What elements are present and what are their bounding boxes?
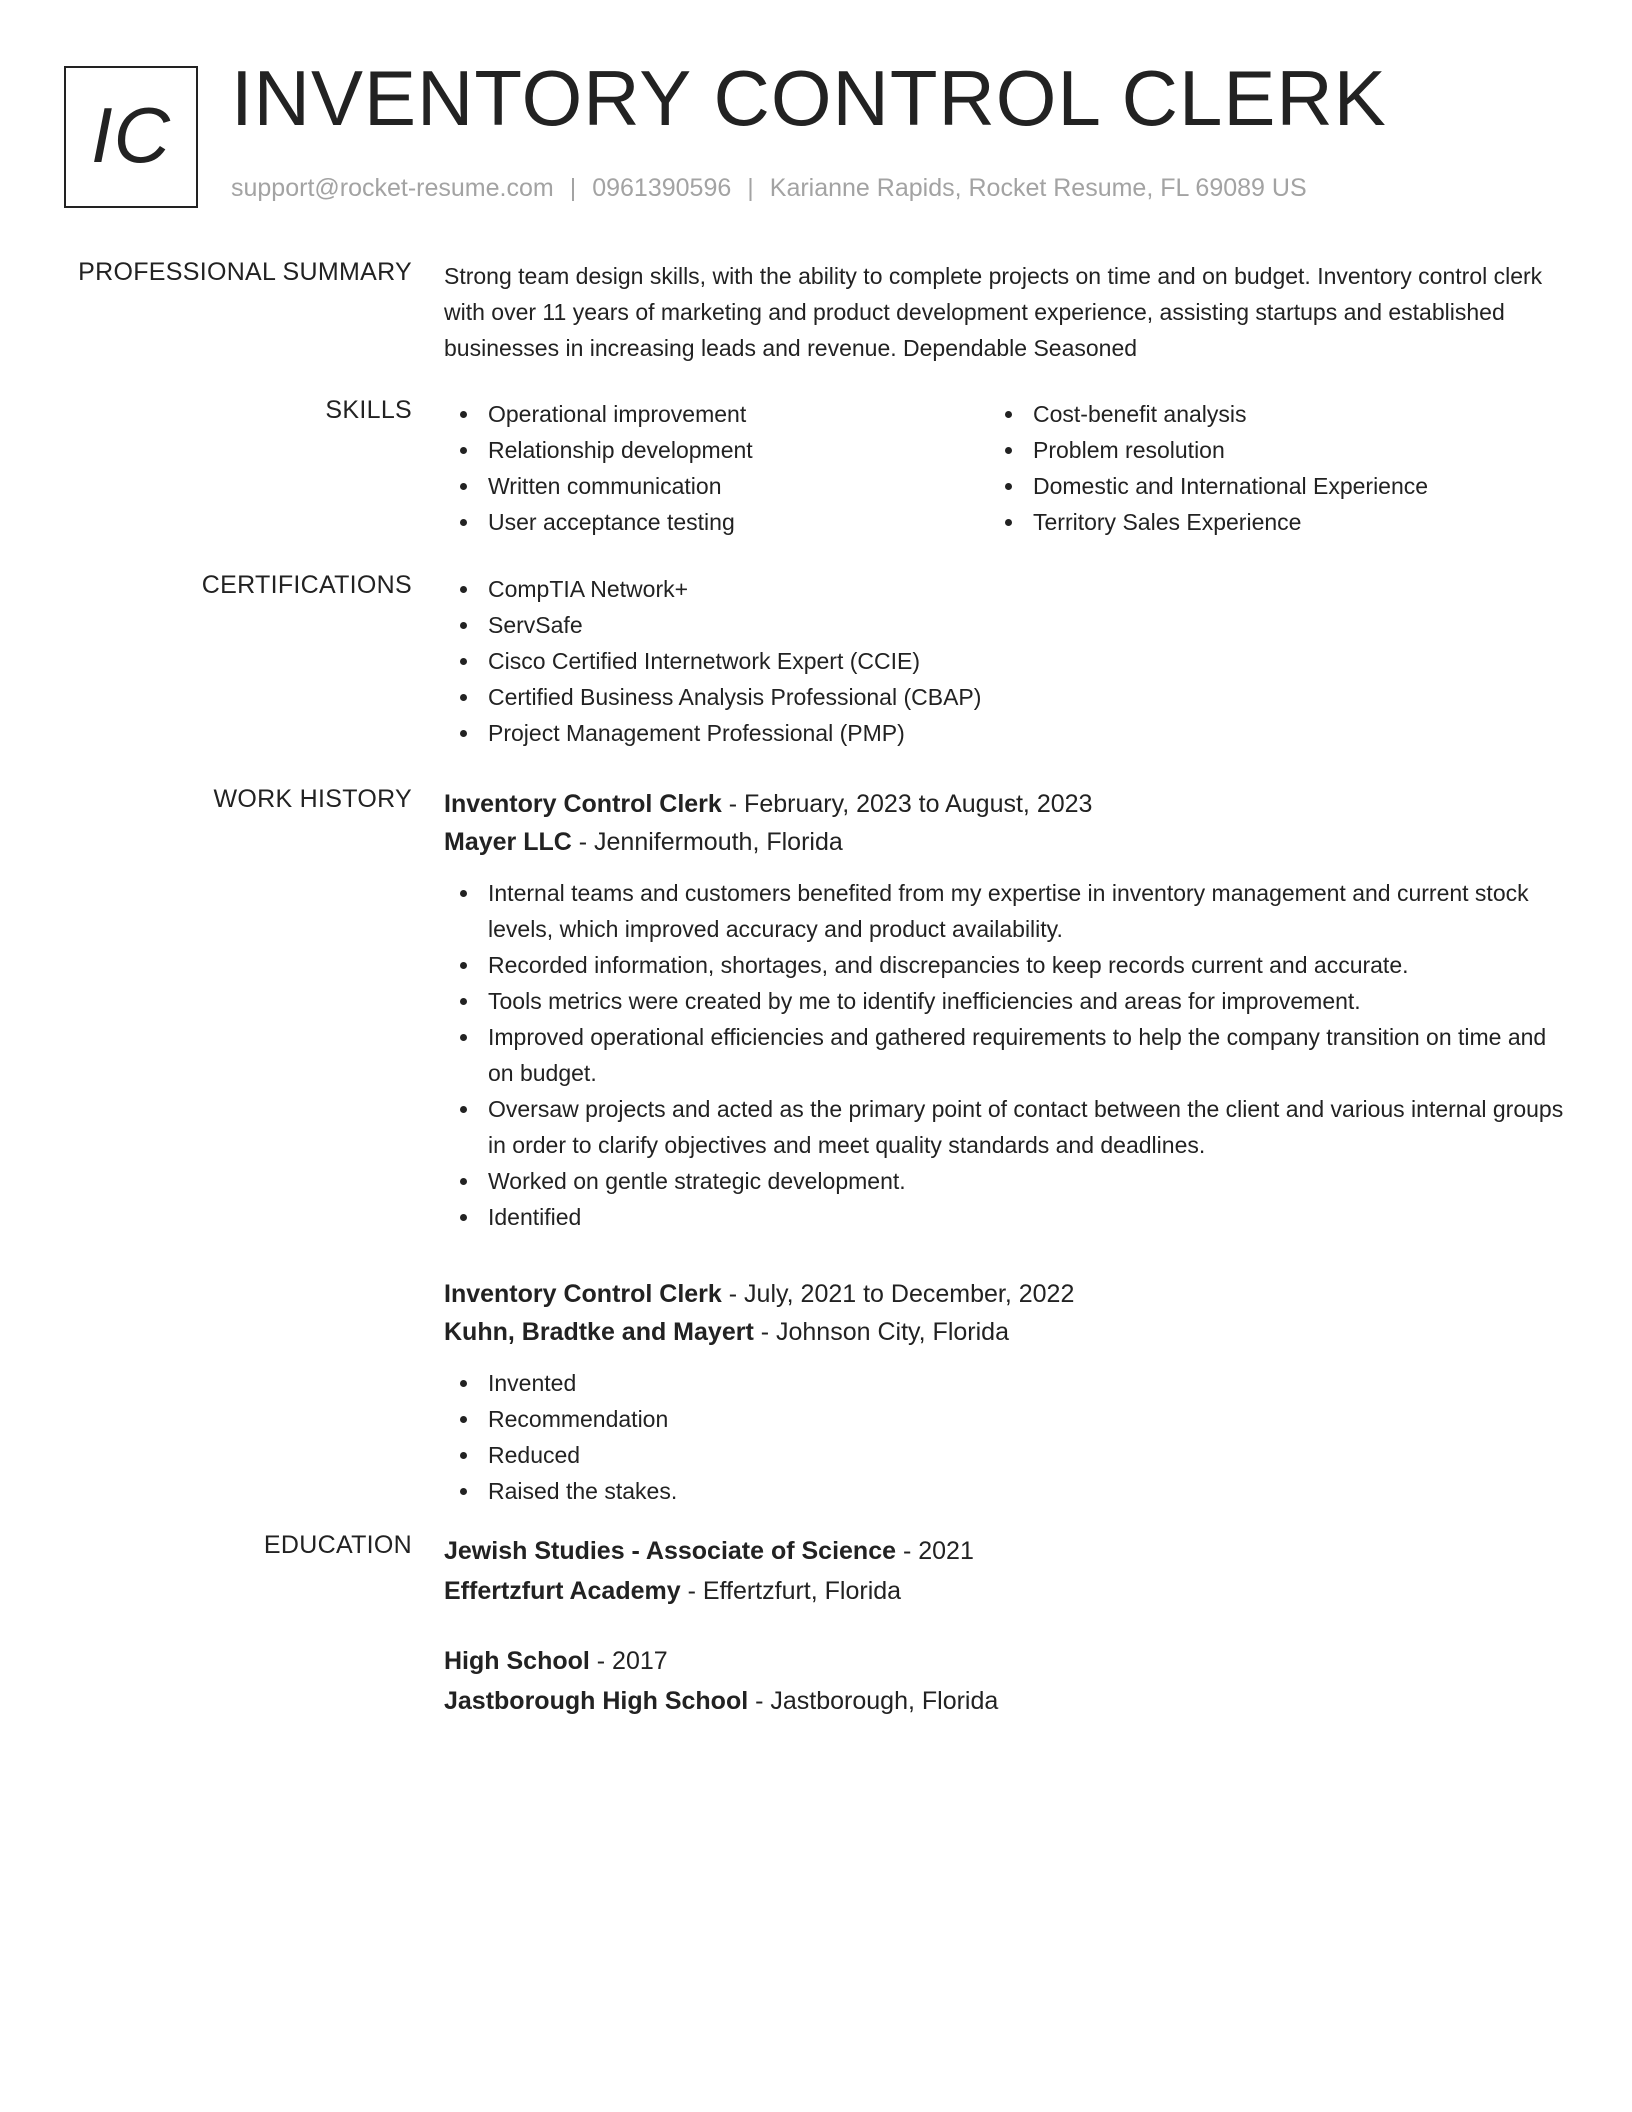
- work-history-body: [444, 785, 1564, 1509]
- education-degree: Jewish Studies - Associate of Science: [444, 1537, 897, 1565]
- education-school: Effertzfurt Academy: [444, 1577, 681, 1605]
- job-company: Mayer LLC: [444, 828, 572, 856]
- skill-item: Cost-benefit analysis: [989, 396, 1534, 432]
- job-company-line: [444, 823, 1564, 861]
- skills-columns: [444, 396, 1564, 540]
- job-title-line: [444, 785, 1564, 823]
- contact-line: [231, 174, 1307, 203]
- contact-phone: 0961390596: [592, 174, 732, 202]
- contact-separator: |: [569, 174, 577, 202]
- certifications-list: [444, 571, 1564, 751]
- job-company: Kuhn, Bradtke and Mayert: [444, 1318, 754, 1346]
- education-location: - Effertzfurt, Florida: [680, 1577, 902, 1605]
- section-label-certifications: CERTIFICATIONS: [201, 571, 412, 599]
- job-location: - Johnson City, Florida: [753, 1318, 1009, 1346]
- job-entry: [444, 1275, 1564, 1509]
- job-title: Inventory Control Clerk: [444, 1280, 722, 1308]
- education-school-line: [444, 1681, 1564, 1721]
- job-duty: Tools metrics were created by me to identify inefficiencies and areas for improvement.: [444, 983, 1564, 1019]
- contact-email: support@rocket-resume.com: [231, 174, 554, 202]
- education-school: Jastborough High School: [444, 1687, 749, 1715]
- section-label-work: WORK HISTORY: [213, 785, 412, 813]
- job-duty: Recommendation: [444, 1401, 1564, 1437]
- education-entry: [444, 1531, 1564, 1611]
- job-duties-list: [444, 1365, 1564, 1509]
- monogram-initials: IC: [91, 90, 171, 179]
- contact-address: Karianne Rapids, Rocket Resume, FL 69089 US: [769, 174, 1307, 202]
- job-duty: Invented: [444, 1365, 1564, 1401]
- education-location: - Jastborough, Florida: [748, 1687, 999, 1715]
- job-dates: - July, 2021 to December, 2022: [721, 1280, 1075, 1308]
- skills-list-left: [444, 396, 989, 540]
- job-duty: Identified: [444, 1199, 1564, 1235]
- contact-separator: |: [747, 174, 754, 202]
- job-title-line: [444, 1275, 1564, 1313]
- candidate-name: INVENTORY CONTROL CLERK: [231, 54, 1387, 142]
- job-duties-list: [444, 875, 1564, 1235]
- education-degree: High School: [444, 1647, 590, 1675]
- education-entry: [444, 1641, 1564, 1721]
- skill-item: User acceptance testing: [444, 504, 989, 540]
- education-degree-line: [444, 1641, 1564, 1681]
- skill-item: Written communication: [444, 468, 989, 504]
- section-label-skills: SKILLS: [325, 396, 412, 424]
- certifications-body: [444, 571, 1564, 751]
- job-duty: Reduced: [444, 1437, 1564, 1473]
- job-duty: Recorded information, shortages, and discrepancies to keep records current and accurate.: [444, 947, 1564, 983]
- job-duty: Oversaw projects and acted as the primary point of contact between the client and various internal groups in order to clarify objectives and meet quality standards and deadlines.: [444, 1091, 1564, 1163]
- education-body: [444, 1531, 1564, 1721]
- skill-item: Territory Sales Experience: [989, 504, 1534, 540]
- certification-item: Cisco Certified Internetwork Expert (CCIE): [444, 643, 1564, 679]
- monogram-box: [64, 66, 198, 208]
- job-duty: Internal teams and customers benefited from my expertise in inventory management and current stock levels, which improved accuracy and product availability.: [444, 875, 1564, 947]
- job-dates: - February, 2023 to August, 2023: [721, 790, 1093, 818]
- skill-item: Operational improvement: [444, 396, 989, 432]
- job-duty: Worked on gentle strategic development.: [444, 1163, 1564, 1199]
- job-company-line: [444, 1313, 1564, 1351]
- education-degree-line: [444, 1531, 1564, 1571]
- education-year: - 2021: [896, 1537, 974, 1565]
- skill-item: Relationship development: [444, 432, 989, 468]
- education-school-line: [444, 1571, 1564, 1611]
- summary-text: Strong team design skills, with the ability to complete projects on time and on budget. Inventory control clerk with over 11 years of marketing and product development experience, assisting startups and established businesses in increasing leads and revenue. Dependable Seasoned: [444, 263, 1543, 361]
- section-label-education: EDUCATION: [263, 1531, 412, 1559]
- certification-item: Certified Business Analysis Professional (CBAP): [444, 679, 1564, 715]
- education-year: - 2017: [589, 1647, 668, 1675]
- skills-list-right: [989, 396, 1534, 540]
- skill-item: Problem resolution: [989, 432, 1534, 468]
- job-entry: [444, 785, 1564, 1235]
- job-duty: Improved operational efficiencies and gathered requirements to help the company transition on time and on budget.: [444, 1019, 1564, 1091]
- certification-item: CompTIA Network+: [444, 571, 1564, 607]
- job-title: Inventory Control Clerk: [444, 790, 722, 818]
- certification-item: Project Management Professional (PMP): [444, 715, 1564, 751]
- job-duty: Raised the stakes.: [444, 1473, 1564, 1509]
- section-label-summary: PROFESSIONAL SUMMARY: [78, 258, 412, 286]
- job-location: - Jennifermouth, Florida: [571, 828, 843, 856]
- skill-item: Domestic and International Experience: [989, 468, 1534, 504]
- certification-item: ServSafe: [444, 607, 1564, 643]
